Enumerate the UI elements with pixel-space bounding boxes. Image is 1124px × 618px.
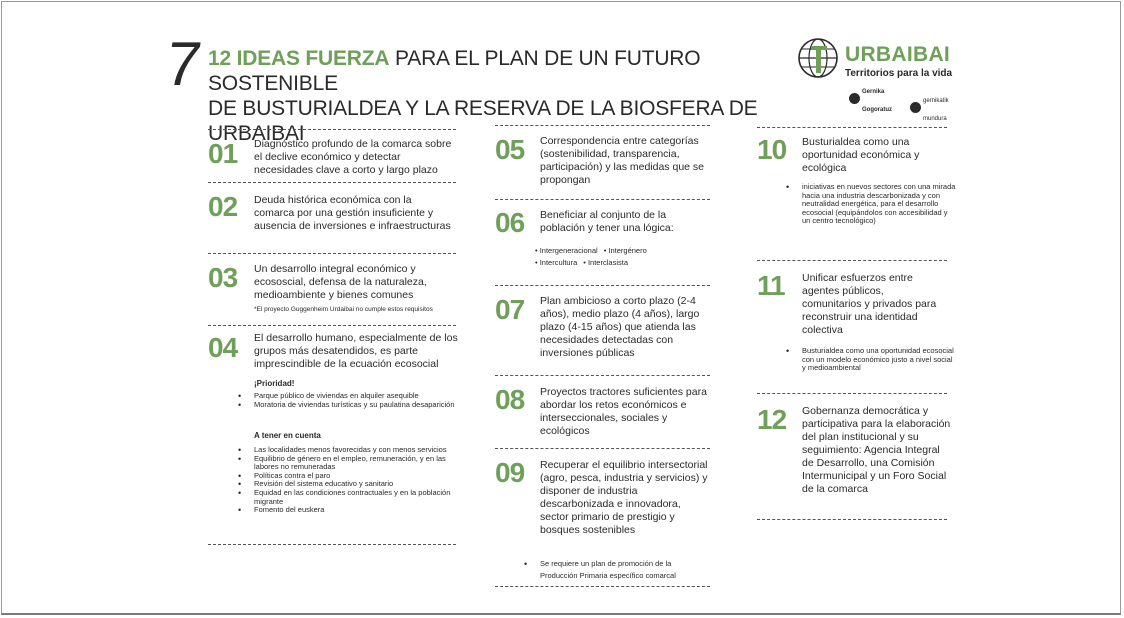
idea-number-05: 05 bbox=[495, 134, 525, 165]
idea-note-03: *El proyecto Guggenheim Urdaibai no cumple estos requisitos bbox=[254, 306, 433, 313]
logic-tags bbox=[535, 245, 715, 269]
idea-text-06: Beneficiar al conjunto de la población y tener una lógica: bbox=[540, 209, 674, 234]
idea-number-04: 04 bbox=[208, 332, 238, 363]
sponsor-gernikatik-mundura: gernikatik mundura bbox=[910, 89, 949, 125]
idea-text-10: Busturialdea como una oportunidad económica y ecológica bbox=[802, 136, 920, 174]
globe-icon bbox=[797, 37, 841, 81]
idea-text-09: Recuperar el equilibrio intersectorial (agro, pesca, industria y servicios) y disponer de industria descarbonizada e innovadora, sector primario de prestigio y bosques sostenibles bbox=[540, 459, 708, 536]
priority-title: ¡Prioridad! bbox=[254, 379, 295, 388]
list-item: • Las localidades menos favorecidas y con menos servicios bbox=[238, 446, 466, 455]
divider bbox=[495, 199, 710, 200]
idea-text-01: Diagnóstico profundo de la comarca sobre el declive económico y detectar necesidades clave a corto y largo plazo bbox=[254, 138, 452, 176]
list-item: • Moratoria de viviendas turísticas y su paulatina desaparición bbox=[238, 401, 466, 410]
page-number: 7 bbox=[161, 30, 206, 99]
idea-number-09: 09 bbox=[495, 457, 525, 488]
page-title bbox=[208, 46, 808, 146]
divider bbox=[757, 519, 947, 520]
idea-number-06: 06 bbox=[495, 207, 525, 238]
idea-number-03: 03 bbox=[208, 262, 238, 293]
divider bbox=[495, 285, 710, 286]
divider bbox=[757, 260, 947, 261]
divider bbox=[495, 375, 710, 376]
divider bbox=[208, 182, 456, 183]
divider bbox=[495, 125, 710, 126]
idea-text-08: Proyectos tractores suficientes para abordar los retos económicos e interseccionales, sociales y ecológicos bbox=[540, 386, 707, 437]
priority-list bbox=[238, 392, 466, 409]
idea-note-11-list bbox=[786, 347, 956, 373]
idea-text-07: Plan ambicioso a corto plazo (2-4 años), medio plazo (4 años), largo plazo (4-15 años) que atienda las necesidades detectadas con inversiones públicas bbox=[540, 295, 700, 359]
gernika-gogoratuz-icon bbox=[849, 93, 860, 104]
idea-number-02: 02 bbox=[208, 191, 238, 222]
title-line1: PARA EL PLAN DE UN FUTURO SOSTENIBLE bbox=[208, 47, 701, 95]
consider-title: A tener en cuenta bbox=[254, 431, 321, 440]
list-item: • iniciativas en nuevos sectores con una mirada hacia una industria descarbonizada y con neutralidad energética, para el desarrollo ecosocial (equipándolos con accesibilidad y un centro tecnológico) bbox=[786, 183, 956, 226]
idea-number-07: 07 bbox=[495, 294, 525, 325]
list-item: • Equilibrio de género en el empleo, remuneración, y en las labores no remuneradas bbox=[238, 455, 466, 472]
divider bbox=[208, 325, 456, 326]
idea-note-10-list bbox=[786, 183, 956, 226]
idea-note-09-list bbox=[524, 558, 710, 582]
divider bbox=[208, 544, 456, 545]
title-line2: DE BUSTURIALDEA Y LA RESERVA DE LA BIOSFERA DE URBAIBAI bbox=[208, 97, 758, 145]
divider bbox=[757, 127, 947, 128]
logic-tag: • Interclasista bbox=[583, 258, 628, 267]
idea-text-03: Un desarrollo integral económico y ecososcial, defensa de la naturaleza, medioambiente y bienes comunes bbox=[254, 263, 427, 301]
idea-number-11: 11 bbox=[757, 270, 785, 301]
logic-tag: • Intergeneracional bbox=[535, 246, 598, 255]
divider bbox=[208, 253, 456, 254]
list-item: • Políticas contra el paro bbox=[238, 472, 466, 481]
divider bbox=[495, 586, 710, 587]
idea-number-08: 08 bbox=[495, 384, 525, 415]
list-item: • Fomento del euskera bbox=[238, 506, 466, 515]
logic-tag: • Intercultura bbox=[535, 258, 577, 267]
list-item: • Revisión del sistema educativo y sanitario bbox=[238, 480, 466, 489]
consider-list bbox=[238, 446, 466, 515]
logo-name: URBAIBAI bbox=[845, 43, 951, 66]
list-item: • Parque público de viviendas en alquiler asequible bbox=[238, 392, 466, 401]
gernikatik-mundura-icon bbox=[910, 102, 921, 113]
list-item: • Busturialdea como una oportunidad ecosocial con un modelo económico justo a nivel social y medioambiental bbox=[786, 347, 956, 373]
sponsor-gernika-gogoratuz: Gernika Gogoratuz bbox=[849, 89, 862, 107]
title-accent: 12 IDEAS FUERZA bbox=[208, 47, 390, 70]
idea-text-11: Unificar esfuerzos entre agentes públicos, comunitarios y privados para reconstruir una identidad colectiva bbox=[802, 272, 937, 336]
logic-tag: • Intergénero bbox=[604, 246, 647, 255]
idea-number-01: 01 bbox=[208, 138, 238, 169]
idea-number-12: 12 bbox=[757, 404, 787, 435]
idea-text-12: Gobernanza democrática y participativa para la elaboración del plan institucional y su seguimiento: Agencia Integral de Desarrollo, una Comisión Intermunicipal y un Foro Social de la comarca bbox=[802, 405, 951, 495]
idea-number-10: 10 bbox=[757, 134, 787, 165]
idea-text-04: El desarrollo humano, especialmente de los grupos más desatendidos, es parte imprescindible de la ecuación ecosocial bbox=[254, 332, 458, 370]
divider bbox=[208, 129, 456, 130]
list-item: • Se requiere un plan de promoción de la Producción Primaria específico comarcal bbox=[524, 558, 710, 582]
divider bbox=[757, 393, 947, 394]
idea-text-05: Correspondencia entre categorías (sostenibilidad, transparencia, participación) y las medidas que se propongan bbox=[540, 135, 705, 186]
logo-tagline: Territorios para la vida bbox=[845, 68, 953, 79]
list-item: • Equidad en las condiciones contractuales y en la población migrante bbox=[238, 489, 466, 506]
divider bbox=[495, 448, 710, 449]
idea-text-02: Deuda histórica económica con la comarca por una gestión insuficiente y ausencia de inversiones e infraestructuras bbox=[254, 194, 451, 232]
